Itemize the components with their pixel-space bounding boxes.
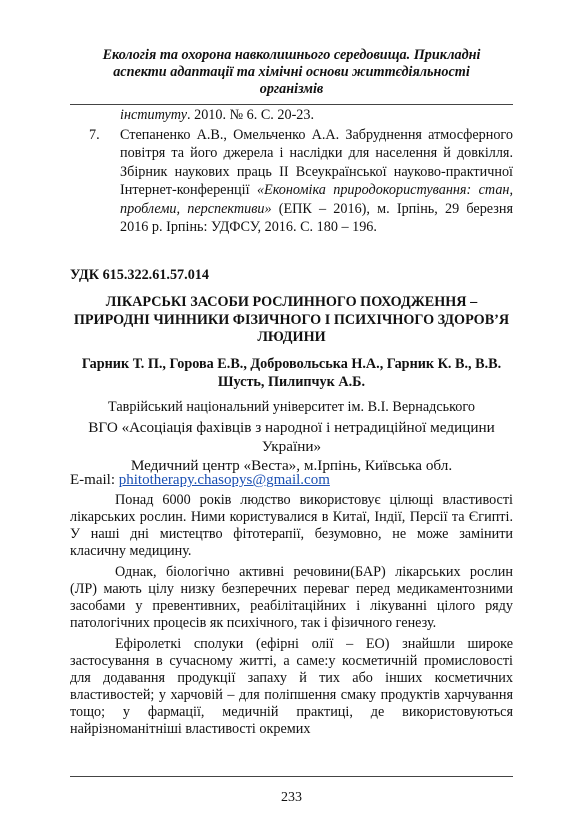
running-header — [70, 47, 513, 98]
body-paragraph: Однак, біологічно активні речовини(БАР) лікарських рослин (ЛР) мають цілу низку безперечних переваг перед медикаментозними засобами у превентивних, реабілітаційних і лікуванні цілого ряду патологічних процесів як психічного, так і фізичного генезу. — [70, 564, 513, 631]
article-title: ЛІКАРСЬКІ ЗАСОБИ РОСЛИННОГО ПОХОДЖЕННЯ – ПРИРОДНІ ЧИННИКИ ФІЗИЧНОГО І ПСИХІЧНОГО ЗДОРОВ’Я ЛЮДИНИ — [73, 294, 510, 345]
affiliation-line: Медичний центр «Веста», м.Ірпінь, Київська обл. — [130, 457, 453, 474]
reference-italic: «Економіка природокористування: стан, проблеми, перспективи» — [120, 182, 514, 217]
reference-italic: інституту — [120, 107, 187, 123]
reference-item — [89, 126, 513, 236]
article-body — [70, 492, 513, 742]
header-line: організмів — [259, 81, 324, 97]
email-link[interactable]: phitotherapy.chasopys@gmail.com — [118, 472, 330, 488]
reference-text: (ЕПК – 2016), м. Ірпінь, 29 березня 2016 р. Ірпінь: УДФСУ, 2016. С. 180 – 196. — [120, 200, 513, 236]
header-divider — [70, 104, 513, 105]
udk-code: УДК 615.322.61.57.014 — [70, 267, 209, 283]
header-line: Екологія та охорона навколишнього середовища. Прикладні — [102, 47, 481, 63]
reference-continuation — [120, 107, 513, 124]
affiliations — [70, 398, 513, 475]
reference-number: 7. — [89, 127, 100, 143]
reference-text: Степаненко А.В., Омельченко А.А. Забруднення атмосферного повітря та його джерела і наслідки для населення й довкілля. Збірник наукових праць II Всеукраїнської науково-практичної Інтернет-конференції — [120, 127, 513, 199]
affiliation-line: ВГО «Асоціація фахівців з народної і нетрадиційної медицини України» — [88, 419, 495, 455]
body-paragraph: Ефіролеткі сполуки (ефірні олії – ЕО) знайшли широке застосування в сучасному житті, а саме:у косметичній промисловості для додавання продукції запаху й тих або інших косметичних властивостей; у харчовій – для поліпшення смаку продуктів харчування тощо; у фармації, медичній практиці, де використовуються найрізноманітніші властивості окремих — [70, 636, 513, 737]
email-label: E-mail: — [70, 472, 119, 488]
affiliation-line: Таврійський національний університет ім. В.І. Вернадського — [108, 399, 475, 415]
page-number: 233 — [281, 790, 302, 805]
email-line — [70, 472, 330, 489]
header-line: аспекти адаптації та хімічні основи життєдіяльності — [113, 64, 470, 80]
footer-divider — [70, 776, 513, 777]
article-authors: Гарник Т. П., Горова Е.В., Добровольська Н.А., Гарник К. В., В.В. Шусть, Пилипчук А.Б. — [81, 356, 502, 390]
body-paragraph: Понад 6000 років людство використовує цілющі властивості лікарських рослин. Ними користувалися в Китаї, Індії, Персії та Єгипті. У наші дні мистецтво фітотерапії, безумовно, не може замінити класичну медицину. — [70, 492, 513, 559]
reference-text: . 2010. № 6. С. 20-23. — [187, 107, 315, 123]
reference-body — [120, 126, 513, 236]
